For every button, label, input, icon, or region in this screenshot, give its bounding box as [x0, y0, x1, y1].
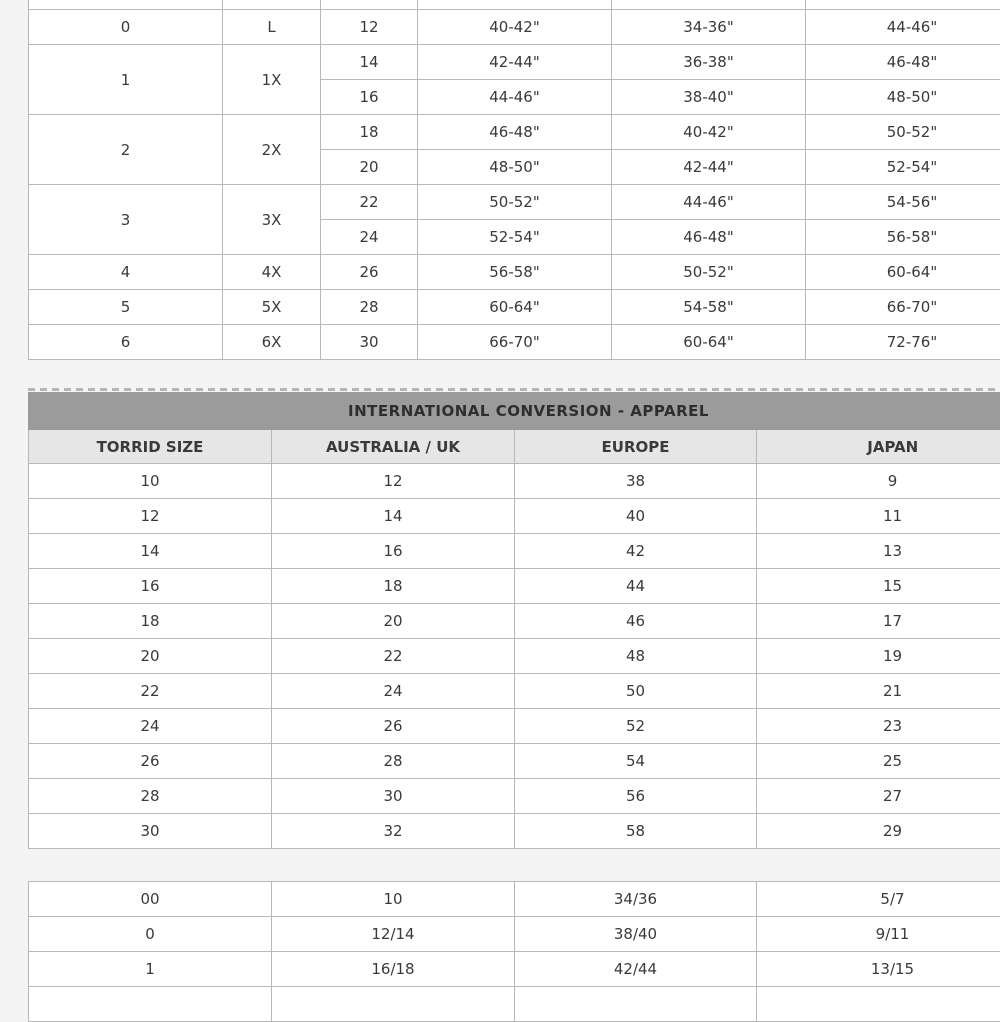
australia-uk-cell: 12 [272, 464, 515, 499]
torrid-size-cell: 1 [29, 952, 272, 987]
torrid-size-cell: 14 [29, 534, 272, 569]
europe-cell: 50 [515, 674, 757, 709]
letter-size-cell: 5X [223, 290, 321, 325]
torrid-size-cell: 20 [29, 639, 272, 674]
europe-cell: 52 [515, 709, 757, 744]
torrid-size-cell [29, 987, 272, 1022]
japan-cell: 9/11 [757, 917, 1000, 952]
table-cell [806, 0, 1000, 10]
measurement-cell: 40-42" [612, 115, 806, 150]
table-cell [612, 0, 806, 10]
table-row [29, 779, 1000, 814]
numeric-size-cell: 14 [321, 45, 418, 80]
measurement-cell: 44-46" [418, 80, 612, 115]
australia-uk-cell [272, 987, 515, 1022]
international-conversion-table [28, 392, 1000, 849]
measurement-cell: 56-58" [806, 220, 1000, 255]
table-row [29, 882, 1000, 917]
letter-size-cell: 1X [223, 45, 321, 115]
column-header-australia-uk: AUSTRALIA / UK [272, 430, 515, 464]
japan-cell: 9 [757, 464, 1000, 499]
secondary-conversion-table [28, 881, 1000, 1022]
table-row [29, 674, 1000, 709]
table-row [29, 325, 1000, 360]
europe-cell: 38 [515, 464, 757, 499]
torrid-size-cell: 24 [29, 709, 272, 744]
letter-size-cell: L [223, 10, 321, 45]
measurement-cell: 48-50" [418, 150, 612, 185]
table-cell [29, 0, 223, 10]
table-row [29, 604, 1000, 639]
japan-cell: 13/15 [757, 952, 1000, 987]
australia-uk-cell: 26 [272, 709, 515, 744]
table-row [29, 639, 1000, 674]
japan-cell: 13 [757, 534, 1000, 569]
section-divider [28, 388, 1000, 391]
measurement-cell: 46-48" [612, 220, 806, 255]
letter-size-cell: 3X [223, 185, 321, 255]
europe-cell: 34/36 [515, 882, 757, 917]
measurement-cell: 66-70" [806, 290, 1000, 325]
europe-cell: 42 [515, 534, 757, 569]
table-cell [418, 0, 612, 10]
table-cell [223, 0, 321, 10]
japan-cell: 19 [757, 639, 1000, 674]
europe-cell: 46 [515, 604, 757, 639]
table-row [29, 744, 1000, 779]
europe-cell: 58 [515, 814, 757, 849]
torrid-size-cell: 0 [29, 917, 272, 952]
torrid-size-cell: 30 [29, 814, 272, 849]
measurement-cell: 52-54" [806, 150, 1000, 185]
torrid-size-cell: 1 [29, 45, 223, 115]
measurement-cell: 40-42" [418, 10, 612, 45]
measurement-cell: 42-44" [418, 45, 612, 80]
japan-cell: 15 [757, 569, 1000, 604]
measurement-cell: 60-64" [806, 255, 1000, 290]
japan-cell: 27 [757, 779, 1000, 814]
measurement-cell: 66-70" [418, 325, 612, 360]
torrid-size-cell: 12 [29, 499, 272, 534]
torrid-size-cell: 18 [29, 604, 272, 639]
measurement-cell: 52-54" [418, 220, 612, 255]
table-row [29, 290, 1000, 325]
torrid-size-cell: 5 [29, 290, 223, 325]
australia-uk-cell: 30 [272, 779, 515, 814]
measurement-cell: 46-48" [418, 115, 612, 150]
measurement-cell: 44-46" [612, 185, 806, 220]
table-row [29, 917, 1000, 952]
measurement-cell: 46-48" [806, 45, 1000, 80]
measurement-cell: 54-58" [612, 290, 806, 325]
australia-uk-cell: 24 [272, 674, 515, 709]
torrid-size-cell: 16 [29, 569, 272, 604]
torrid-size-cell: 4 [29, 255, 223, 290]
measurement-cell: 50-52" [612, 255, 806, 290]
column-header-torrid-size: TORRID SIZE [29, 430, 272, 464]
australia-uk-cell: 20 [272, 604, 515, 639]
europe-cell: 38/40 [515, 917, 757, 952]
letter-size-cell: 2X [223, 115, 321, 185]
japan-cell: 17 [757, 604, 1000, 639]
europe-cell: 42/44 [515, 952, 757, 987]
column-header-europe: EUROPE [515, 430, 757, 464]
table-row [29, 10, 1000, 45]
measurement-cell: 42-44" [612, 150, 806, 185]
table-row [29, 987, 1000, 1022]
measurement-cell: 60-64" [418, 290, 612, 325]
column-header-japan: JAPAN [757, 430, 1000, 464]
numeric-size-cell: 22 [321, 185, 418, 220]
australia-uk-cell: 32 [272, 814, 515, 849]
europe-cell: 56 [515, 779, 757, 814]
numeric-size-cell: 18 [321, 115, 418, 150]
numeric-size-cell: 16 [321, 80, 418, 115]
europe-cell: 54 [515, 744, 757, 779]
measurement-cell: 36-38" [612, 45, 806, 80]
measurement-cell: 60-64" [612, 325, 806, 360]
table-title-row [29, 393, 1000, 430]
japan-cell: 25 [757, 744, 1000, 779]
numeric-size-cell: 12 [321, 10, 418, 45]
australia-uk-cell: 12/14 [272, 917, 515, 952]
letter-size-cell: 4X [223, 255, 321, 290]
europe-cell: 40 [515, 499, 757, 534]
australia-uk-cell: 18 [272, 569, 515, 604]
measurement-cell: 38-40" [612, 80, 806, 115]
numeric-size-cell: 24 [321, 220, 418, 255]
japan-cell: 11 [757, 499, 1000, 534]
measurement-cell: 54-56" [806, 185, 1000, 220]
torrid-size-cell: 3 [29, 185, 223, 255]
australia-uk-cell: 10 [272, 882, 515, 917]
table-row [29, 499, 1000, 534]
australia-uk-cell: 28 [272, 744, 515, 779]
numeric-size-cell: 30 [321, 325, 418, 360]
letter-size-cell: 6X [223, 325, 321, 360]
torrid-size-cell: 6 [29, 325, 223, 360]
japan-cell [757, 987, 1000, 1022]
numeric-size-cell: 26 [321, 255, 418, 290]
japan-cell: 23 [757, 709, 1000, 744]
table-row [29, 464, 1000, 499]
measurement-cell: 72-76" [806, 325, 1000, 360]
table-row [29, 0, 1000, 10]
japan-cell: 21 [757, 674, 1000, 709]
table-row [29, 115, 1000, 150]
numeric-size-cell: 28 [321, 290, 418, 325]
japan-cell: 5/7 [757, 882, 1000, 917]
torrid-size-cell: 10 [29, 464, 272, 499]
table-row [29, 952, 1000, 987]
torrid-size-cell: 22 [29, 674, 272, 709]
torrid-size-cell: 0 [29, 10, 223, 45]
measurement-cell: 56-58" [418, 255, 612, 290]
australia-uk-cell: 14 [272, 499, 515, 534]
table-row [29, 255, 1000, 290]
australia-uk-cell: 22 [272, 639, 515, 674]
europe-cell: 48 [515, 639, 757, 674]
table-title: INTERNATIONAL CONVERSION - APPAREL [29, 393, 1000, 430]
measurement-cell: 48-50" [806, 80, 1000, 115]
torrid-size-cell: 2 [29, 115, 223, 185]
table-row [29, 534, 1000, 569]
torrid-size-cell: 28 [29, 779, 272, 814]
measurement-cell: 50-52" [806, 115, 1000, 150]
table-row [29, 185, 1000, 220]
torrid-size-cell: 00 [29, 882, 272, 917]
numeric-size-cell: 20 [321, 150, 418, 185]
table-cell [321, 0, 418, 10]
table-row [29, 709, 1000, 744]
measurement-cell: 44-46" [806, 10, 1000, 45]
table-row [29, 814, 1000, 849]
japan-cell: 29 [757, 814, 1000, 849]
torrid-size-cell: 26 [29, 744, 272, 779]
table-row [29, 569, 1000, 604]
australia-uk-cell: 16 [272, 534, 515, 569]
australia-uk-cell: 16/18 [272, 952, 515, 987]
measurement-cell: 50-52" [418, 185, 612, 220]
europe-cell [515, 987, 757, 1022]
europe-cell: 44 [515, 569, 757, 604]
table-header-row [29, 430, 1000, 464]
table-row [29, 45, 1000, 80]
size-chart-table [28, 0, 1000, 360]
measurement-cell: 34-36" [612, 10, 806, 45]
